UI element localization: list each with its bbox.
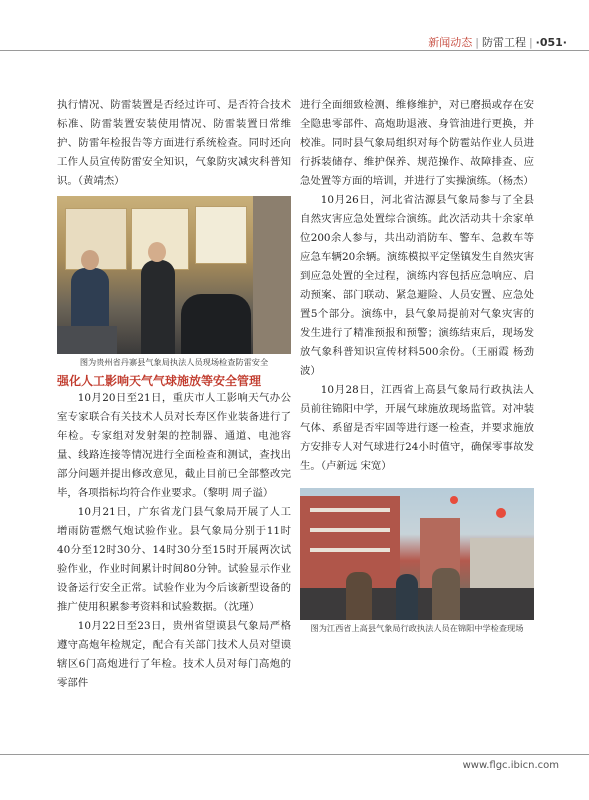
article-paragraph: 10月20日至21日，重庆市人工影响天气办公室专家联合有关技术人员对长寿区作业装备进行了年检。专家组对发射架的控制器、通道、电池容量、线路连接等情况进行全面检查和测试，查找出部分问题并提出修改意见，截止目前已全部整改完毕，各项指标均符合作业要求。（黎明 周子溢） (57, 392, 291, 499)
right-column (300, 96, 534, 638)
footer-rule (0, 754, 589, 755)
footer-url[interactable]: www.flgc.ibicn.com (462, 760, 559, 771)
photo-caption: 图为贵州省丹寨县气象局执法人员现场检查防雷安全 (79, 357, 269, 367)
inspection-photo (57, 196, 291, 354)
article-paragraph: 10月22日至23日，贵州省望谟县气象局严格遵守高炮年检规定，配合有关部门技术人员对望谟辖区6门高炮进行了年检。技术人员对每门高炮的零部件 (57, 620, 291, 689)
article-paragraph: 执行情况、防雷装置是否经过许可、是否符合技术标准、防雷装置安装使用情况、防雷装置日常维护、防雷年检报告等方面进行系统检查。同时还向工作人员宣传防雷安全知识，气象防灾减灾科普知识。（黄靖杰） (57, 99, 291, 187)
article-paragraph: 进行全面细致检测、维修维护，对已磨损或存在安全隐患零部件、高炮助退液、身管油进行更换，并校准。同时县气象局组织对每个防雹站作业人员进行拆装储存、维护保养、规范操作、故障排查、应急处置等方面的培训，并进行了实操演练。（杨杰） (300, 99, 534, 187)
section-title: 新闻动态 (428, 36, 473, 49)
subheading: 强化人工影响天气气球施放等安全管理 (57, 374, 262, 388)
article-paragraph: 10月21日，广东省龙门县气象局开展了人工增雨防雹燃气炮试验作业。县气象局分别于11时40分至12时30分、14时30分至15时开展两次试验作业，作业时间累计时间80分钟。试验显示作业设备运行安全正常。试验作业为今后该新型设备的推广使用积累参考资料和试验数据。（沈瑾） (57, 506, 291, 613)
magazine-title: 防雷工程 (481, 36, 526, 49)
header-separator-2: | (528, 36, 533, 49)
article-paragraph: 10月26日，河北省沽源县气象局参与了全县自然灾害应急处置综合演练。此次活动共十余家单位200余人参与，共出动消防车、警车、急救车等应急车辆20余辆。演练模拟平定堡镇发生自然灾害到应急处置的全过程，演练内容包括应急响应、启动预案、部门联动、紧急避险、人员安置、应急处置5个部分。演练中，县气象局提前对气象灾害的发生进行了精准预报和预警；演练结束后，现场发放气象科普知识宣传材料500余份。（王丽霞 杨劲波） (300, 194, 534, 377)
left-column (57, 96, 291, 693)
header-rule (0, 50, 589, 51)
page-number: ·051· (535, 36, 567, 49)
page-header (428, 34, 567, 50)
article-paragraph: 10月28日，江西省上高县气象局行政执法人员前往锦阳中学，开展气球施放现场监管。对冲装气体、系留是否牢固等进行逐一检查，并要求施放方安排专人对气球进行24小时值守，确保零事故发生。（卢新远 宋宽） (300, 384, 534, 472)
school-photo (300, 488, 534, 620)
header-separator: | (475, 36, 479, 49)
photo-caption: 图为江西省上高县气象局行政执法人员在锦阳中学检查现场 (310, 623, 524, 633)
